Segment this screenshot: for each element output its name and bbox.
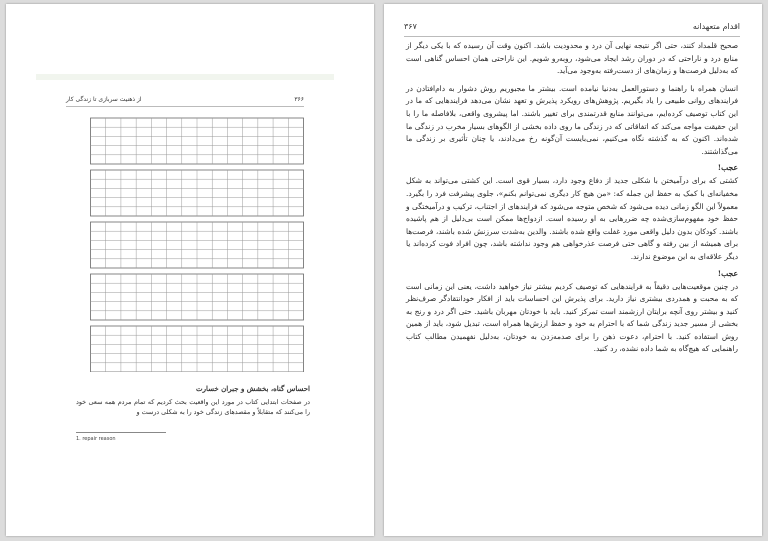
paragraph-2: انسان همراه با راهنما و دستورالعمل به‌دنیا نیامده است. بیشتر ما مجبوریم روش دشوار به دام‌افتادن در فرایندهای روانی طبیعی را یاد بگیریم. پژوهش‌های رویکرد پذیرش و تعهد نشان می‌دهد فرایندهایی که ما در این کتاب توصیف کرده‌ایم، می‌توانند منابع قدرتمندی برای تغییر باشند. اما پیشروی واقعی، بلافاصله ما را با این حقیقت مواجه می‌کند که اتفاقاتی که در زندگی ما روی داده بخشی از الگوهای بسیار مخرب در زندگی ما شده‌اند. اکنون که به گذشته نگاه می‌کنیم، نمی‌بایست آن‌گونه رخ می‌دادند، یا چنان تأثیری بر زندگی ما می‌گذاشتند. bbox=[406, 83, 738, 156]
right-page-number: ۳۶۷ bbox=[404, 21, 417, 31]
footnote: 1. repair reason bbox=[76, 436, 116, 442]
paragraph-4: در چنین موقعیت‌هایی دقیقاً به فرایندهایی که توصیف کردیم بیشتر نیاز خواهید داشت، یعنی این زمانی است که به محبت و همدردی بیشتری نیاز دارید. برای پذیرش این احساسات باید از افکار خودانتقادگر صرف‌نظر کنید و بیشتر روی آنچه برایتان ارزشمند است تمرکز کنید. باید با خودتان مهربان باشید. حتی اگر درد و رنج به بخشی از مسیر جدید زندگی شما که با احترام به خود و حفظ ارزش‌ها همراه است، تبدیل شود، باید از همین روش استفاده کنید. با احترام، دعوت ذهن را برای صدمه‌زدن به خودتان، به‌دلیل نفهمیدن مطالب کتاب راهنمایی که هیچ‌گاه به شما داده نشده، رد کنید. bbox=[406, 281, 738, 354]
left-page-text bbox=[76, 384, 310, 417]
worksheet-grid-figure bbox=[90, 116, 304, 372]
paragraph-3: کشتی که برای درآمیختن با شکلی جدید از دفاع وجود دارد، بسیار قوی است. این کشتی می‌تواند به شکل مخفیانه‌ای با کمک به حفظ این جمله که: «من هیچ کار دیگری نمی‌توانم بکنم»، جلوی پیشرفت فرد را بگیرد. معمولاً این الگو زمانی دیده می‌شود که شخص متوجه می‌شود که فرایندهای از اجتناب، ترکیب و درآمیختگی و حفظ خود مفهوم‌سازی‌شده چه ضررهایی به او رسیده است. ازدواج‌ها ممکن است بی‌دلیل از هم پاشیده باشند. کودکان بدون دلیل واقعی مورد غفلت واقع شده باشند. والدین به‌شدت سرزنش شده باشند، فرصت‌ها برای همیشه از بین رفته و گاهی حتی فرصت عذرخواهی هم وجود نداشته باشد، چون افراد فوت کرده‌اند یا دیگر علاقه‌ای به این موضوع ندارند. bbox=[406, 176, 738, 261]
right-running-title: اقدام متعهدانه bbox=[692, 21, 740, 31]
grid-block bbox=[91, 170, 304, 216]
grid-block bbox=[91, 118, 304, 164]
subhead-2: عجب! bbox=[717, 268, 738, 278]
paragraph-1: صحیح قلمداد کنند، حتی اگر نتیجه نهایی آن درد و محدودیت باشد. اکنون وقت آن رسیده که با یکی دیگر از منابع درد و ناراحتی که در دوران رشد ایجاد می‌شود، روبه‌رو شویم. این ناراحتی همان احساس گناهی است که به‌دلیل فرصت‌ها و زمان‌های از دست‌رفته به‌وجود می‌آید. bbox=[406, 41, 738, 76]
left-page-number: ۳۶۶ bbox=[294, 95, 304, 103]
left-page bbox=[6, 4, 374, 536]
subhead-1: عجب! bbox=[717, 163, 738, 173]
right-page-body bbox=[406, 40, 738, 361]
grid-block bbox=[91, 326, 304, 372]
left-page-header bbox=[66, 94, 304, 107]
right-page bbox=[384, 4, 762, 536]
grid-block bbox=[91, 274, 304, 320]
bleed-through-band bbox=[36, 74, 334, 80]
left-running-title: از ذهنیت سربازی تا زندگی کار bbox=[66, 95, 142, 103]
right-page-header bbox=[404, 18, 740, 37]
left-paragraph: در صفحات ابتدایی کتاب در مورد این واقعیت بحث کردیم که تمام مردم همه سعی خود را می‌کنند که متقابلاً و مقصدهای زندگی خود را به شکلی درست و bbox=[76, 398, 310, 416]
footnote-rule bbox=[76, 432, 166, 433]
grid-block bbox=[91, 222, 304, 268]
figure-caption: احساس گناه، بخشش و جبران خسارت bbox=[196, 384, 310, 393]
